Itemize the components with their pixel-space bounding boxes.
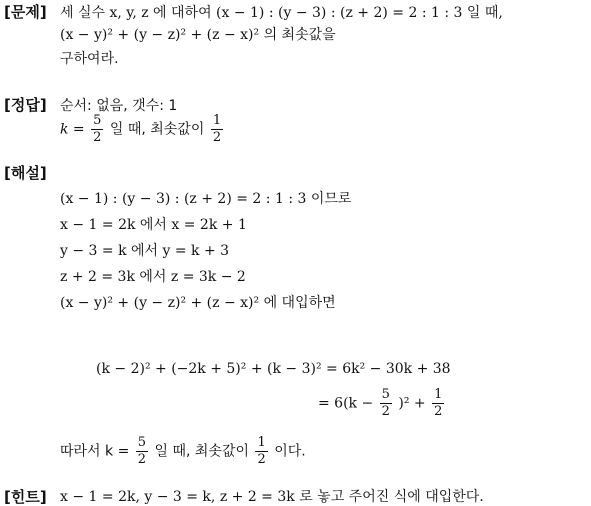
eq2-prefix: = 6(k − bbox=[318, 395, 374, 412]
solution-line-3: y − 3 = k 에서 y = k + 3 bbox=[60, 243, 230, 259]
fraction-denominator: 2 bbox=[212, 130, 222, 145]
conclusion-fraction-k bbox=[136, 436, 148, 467]
answer-label: [정답] bbox=[4, 96, 47, 114]
fraction-denominator: 2 bbox=[137, 452, 147, 467]
eq2-fraction-b bbox=[432, 388, 444, 419]
conclusion-suffix: 이다. bbox=[274, 443, 306, 460]
eq2-mid: )² + bbox=[398, 395, 426, 412]
solution-equation-1: (k − 2)² + (−2k + 5)² + (k − 3)² = 6k² − 30k + 38 bbox=[96, 361, 451, 377]
answer-line-1: 순서: 없음, 갯수: 1 bbox=[60, 98, 178, 114]
conclusion-fraction-min bbox=[255, 436, 267, 467]
conclusion-mid: 일 때, 최솟값이 bbox=[154, 443, 254, 460]
hint-label: [힌트] bbox=[4, 488, 47, 506]
fraction-numerator: 5 bbox=[137, 435, 147, 450]
fraction-denominator: 2 bbox=[381, 404, 390, 419]
solution-line-1: (x − 1) : (y − 3) : (z + 2) = 2 : 1 : 3 이므로 bbox=[60, 191, 352, 207]
fraction-denominator: 2 bbox=[434, 404, 443, 419]
fraction-denominator: 2 bbox=[93, 130, 102, 145]
answer-line-2 bbox=[60, 114, 225, 145]
answer-fraction-min bbox=[211, 114, 223, 145]
solution-conclusion bbox=[60, 436, 306, 467]
solution-line-2: x − 1 = 2k 에서 x = 2k + 1 bbox=[60, 217, 247, 233]
fraction-numerator: 1 bbox=[434, 387, 443, 402]
fraction-numerator: 5 bbox=[93, 113, 102, 128]
fraction-numerator: 1 bbox=[257, 435, 266, 450]
problem-label: [문제] bbox=[4, 3, 47, 21]
answer-mid-text: 일 때, 최솟값이 bbox=[109, 121, 209, 138]
hint-text: x − 1 = 2k, y − 3 = k, z + 2 = 3k 로 놓고 주어진 식에 대입한다. bbox=[60, 489, 484, 505]
fraction-numerator: 1 bbox=[212, 113, 222, 128]
problem-line-3: 구하여라. bbox=[60, 51, 119, 67]
answer-fraction-k bbox=[91, 114, 103, 145]
eq2-fraction-a bbox=[380, 388, 392, 419]
solution-label: [해설] bbox=[4, 164, 47, 182]
solution-line-5: (x − y)² + (y − z)² + (z − x)² 에 대입하면 bbox=[60, 295, 336, 311]
solution-equation-2 bbox=[318, 388, 446, 419]
answer-k-prefix: k = bbox=[60, 121, 85, 138]
conclusion-prefix: 따라서 k = bbox=[60, 443, 130, 460]
problem-line-1: 세 실수 x, y, z 에 대하여 (x − 1) : (y − 3) : (z + 2) = 2 : 1 : 3 일 때, bbox=[60, 5, 503, 21]
problem-line-2: (x − y)² + (y − z)² + (z − x)² 의 최솟값을 bbox=[60, 27, 336, 43]
fraction-denominator: 2 bbox=[257, 452, 266, 467]
fraction-numerator: 5 bbox=[381, 387, 390, 402]
solution-line-4: z + 2 = 3k 에서 z = 3k − 2 bbox=[60, 269, 246, 285]
